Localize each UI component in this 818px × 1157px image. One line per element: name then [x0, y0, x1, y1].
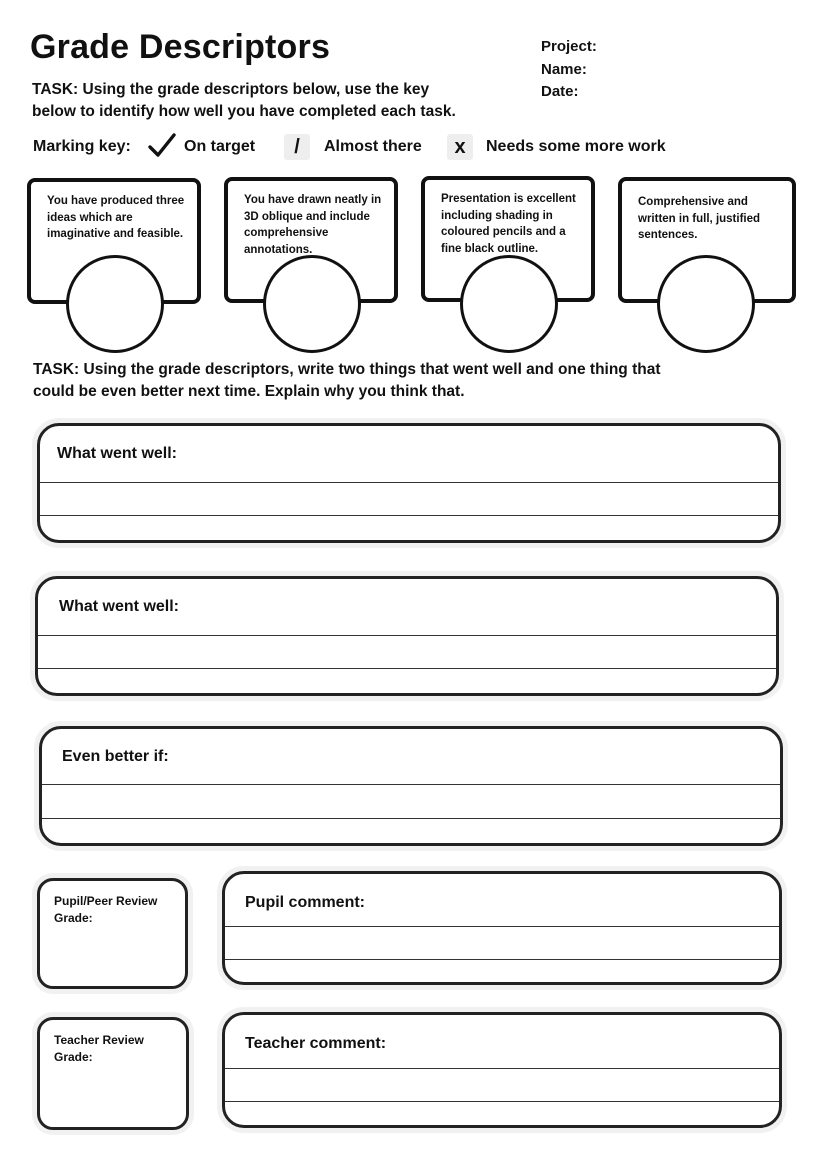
teacher-grade-box[interactable] — [37, 1017, 189, 1130]
writing-line — [40, 482, 778, 483]
what-went-well-panel-2[interactable] — [35, 576, 779, 696]
writing-line — [42, 818, 780, 819]
task-line-1: TASK: Using the grade descriptors below, use the key — [32, 81, 430, 98]
writing-line — [225, 1101, 779, 1102]
key-on-target: On target — [184, 138, 256, 155]
what-went-well-panel-1[interactable] — [37, 423, 781, 543]
task2-line-1: TASK: Using the grade descriptors, write two things that went well and one thing that — [33, 361, 661, 378]
project-info — [541, 36, 597, 104]
writing-line — [40, 515, 778, 516]
checkmark-icon — [146, 131, 178, 161]
project-label: Project: — [541, 38, 597, 55]
cross-icon: x — [447, 134, 473, 160]
writing-line — [38, 668, 776, 669]
descriptor-text: Comprehensive and written in full, justified sentences. — [638, 196, 761, 241]
descriptor-text: You have produced three ideas which are imaginative and feasible. — [47, 195, 185, 240]
panel-label: What went well: — [57, 445, 177, 462]
even-better-if-panel[interactable] — [39, 726, 783, 846]
key-almost-there: Almost there — [324, 138, 422, 155]
grade-circle-2[interactable] — [263, 255, 361, 353]
teacher-grade-label: Teacher Review Grade: — [54, 1033, 144, 1064]
teacher-comment-label: Teacher comment: — [245, 1035, 387, 1052]
task-instructions — [32, 79, 532, 123]
writing-line — [38, 635, 776, 636]
name-label: Name: — [541, 60, 587, 78]
panel-label: Even better if: — [62, 748, 169, 765]
task2-instructions — [33, 359, 733, 403]
teacher-comment-panel[interactable] — [222, 1012, 782, 1128]
page-title: Grade Descriptors — [30, 28, 331, 66]
panel-label: What went well: — [59, 598, 179, 615]
descriptor-text: You have drawn neatly in 3D oblique and include comprehensive annotations. — [244, 194, 382, 256]
pupil-comment-label: Pupil comment: — [245, 894, 366, 911]
grade-circle-1[interactable] — [66, 255, 164, 353]
pupil-comment-panel[interactable] — [222, 871, 782, 985]
writing-line — [42, 784, 780, 785]
date-label: Date: — [541, 83, 579, 100]
writing-line — [225, 959, 779, 960]
grade-circle-4[interactable] — [657, 255, 755, 353]
task-line-2: below to identify how well you have completed each task. — [32, 103, 456, 120]
writing-line — [225, 926, 779, 927]
writing-line — [225, 1068, 779, 1069]
marking-key-label: Marking key: — [33, 138, 131, 155]
descriptor-text: Presentation is excellent including shading in coloured pencils and a fine black outline. — [441, 193, 576, 255]
pupil-grade-label: Pupil/Peer Review Grade: — [54, 894, 158, 925]
pupil-grade-box[interactable] — [37, 878, 188, 989]
grade-circle-3[interactable] — [460, 255, 558, 353]
key-needs-more-work: Needs some more work — [486, 138, 666, 155]
task2-line-2: could be even better next time. Explain why you think that. — [33, 383, 465, 400]
slash-icon: / — [284, 134, 310, 160]
